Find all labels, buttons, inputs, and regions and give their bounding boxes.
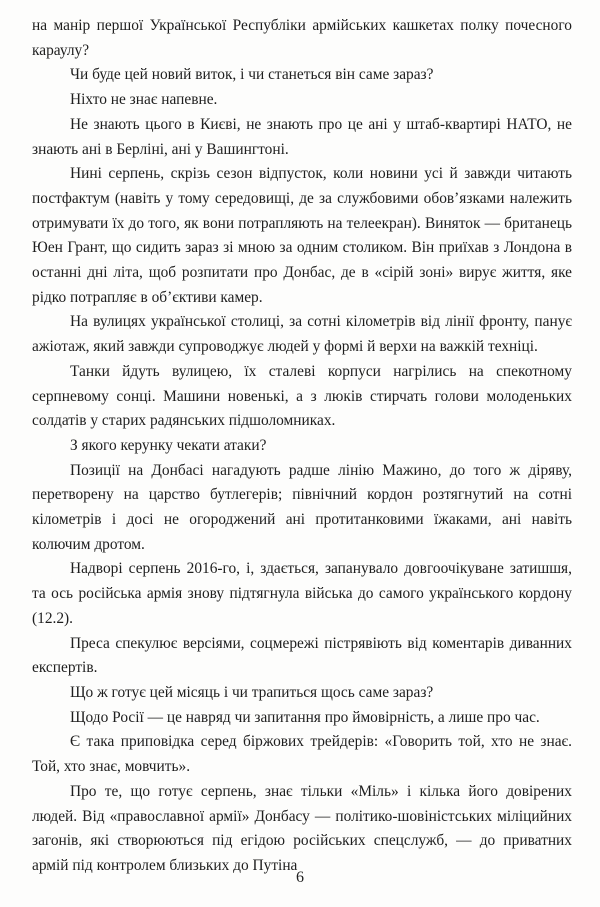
paragraph: Позиції на Донбасі нагадують радше лінію Мажино, до того ж діряву, перетворену на царство бутлегерів; північний кордон розтягнутий на сотні кілометрів і досі не огороджений ані протитанковими їжаками, ані навіть колючим дротом. xyxy=(32,461,572,553)
paragraph: Ніхто не знає напевне. xyxy=(70,91,218,109)
page-number: 6 xyxy=(296,869,304,886)
body-text xyxy=(32,14,572,879)
paragraph: Чи буде цей новий виток, і чи станеться він саме зараз? xyxy=(70,66,434,84)
paragraph: Нині серпень, скрізь сезон відпусток, коли новини усі й завжди читають постфактум (навіть у тому середовищі, де за службовими обов’язками належить отримувати їх до того, як вони потрапляють на телеекран). Виняток — британець Юен Грант, що сидить зараз зі мною за одним столиком. Він приїхав з Лондона в останні дні літа, щоб розпитати про Донбас, де в «сірій зоні» вирує життя, яке рідко потрапляє в об’єктиви камер. xyxy=(32,165,572,306)
paragraph: Преса спекулює версіями, соцмережі пістрявіють від коментарів диванних експертів. xyxy=(32,634,572,677)
paragraph: Надворі серпень 2016-го, і, здається, запанувало довгоочікуване затишшя, та ось російська армія знову підтягнула війська до самого українського кордону (12.2). xyxy=(32,560,572,627)
paragraph: на манір першої Української Республіки армійських кашкетах полку почесного караулу? xyxy=(32,17,572,59)
paragraph: Є така приповідка серед біржових трейдерів: «Говорить той, хто не знає. Той, хто знає, мовчить». xyxy=(32,733,572,776)
paragraph: Танки йдуть вулицею, їх сталеві корпуси нагрілись на спекотному серпневому сонці. Машини новенькі, а з люків стирчать голови молоденьких солдатів у старих радянських підшоломниках. xyxy=(32,362,572,430)
paragraph: Щодо Росії — це навряд чи запитання про ймовірність, а лише про час. xyxy=(70,708,540,726)
paragraph: З якого керунку чекати атаки? xyxy=(70,436,267,454)
paragraph: Що ж готує цей місяць і чи трапиться щось саме зараз? xyxy=(70,683,434,701)
paragraph: Не знають цього в Києві, не знають про це ані у штаб-квартирі НАТО, не знають ані в Берліні, ані у Вашингтоні. xyxy=(32,115,572,158)
paragraph: Про те, що готує серпень, знає тільки «Міль» і кілька його довірених людей. Від «православної армії» Донбасу — політико-шовіністських міліцийних загонів, які створюються під егідою російських спецслужб, — до приватних армій під контролем близьких до Путіна xyxy=(32,782,572,874)
paragraph: На вулицях української столиці, за сотні кілометрів від лінії фронту, панує ажіотаж, який завжди супроводжує людей у формі й верхи на важкій техніці. xyxy=(32,313,572,356)
